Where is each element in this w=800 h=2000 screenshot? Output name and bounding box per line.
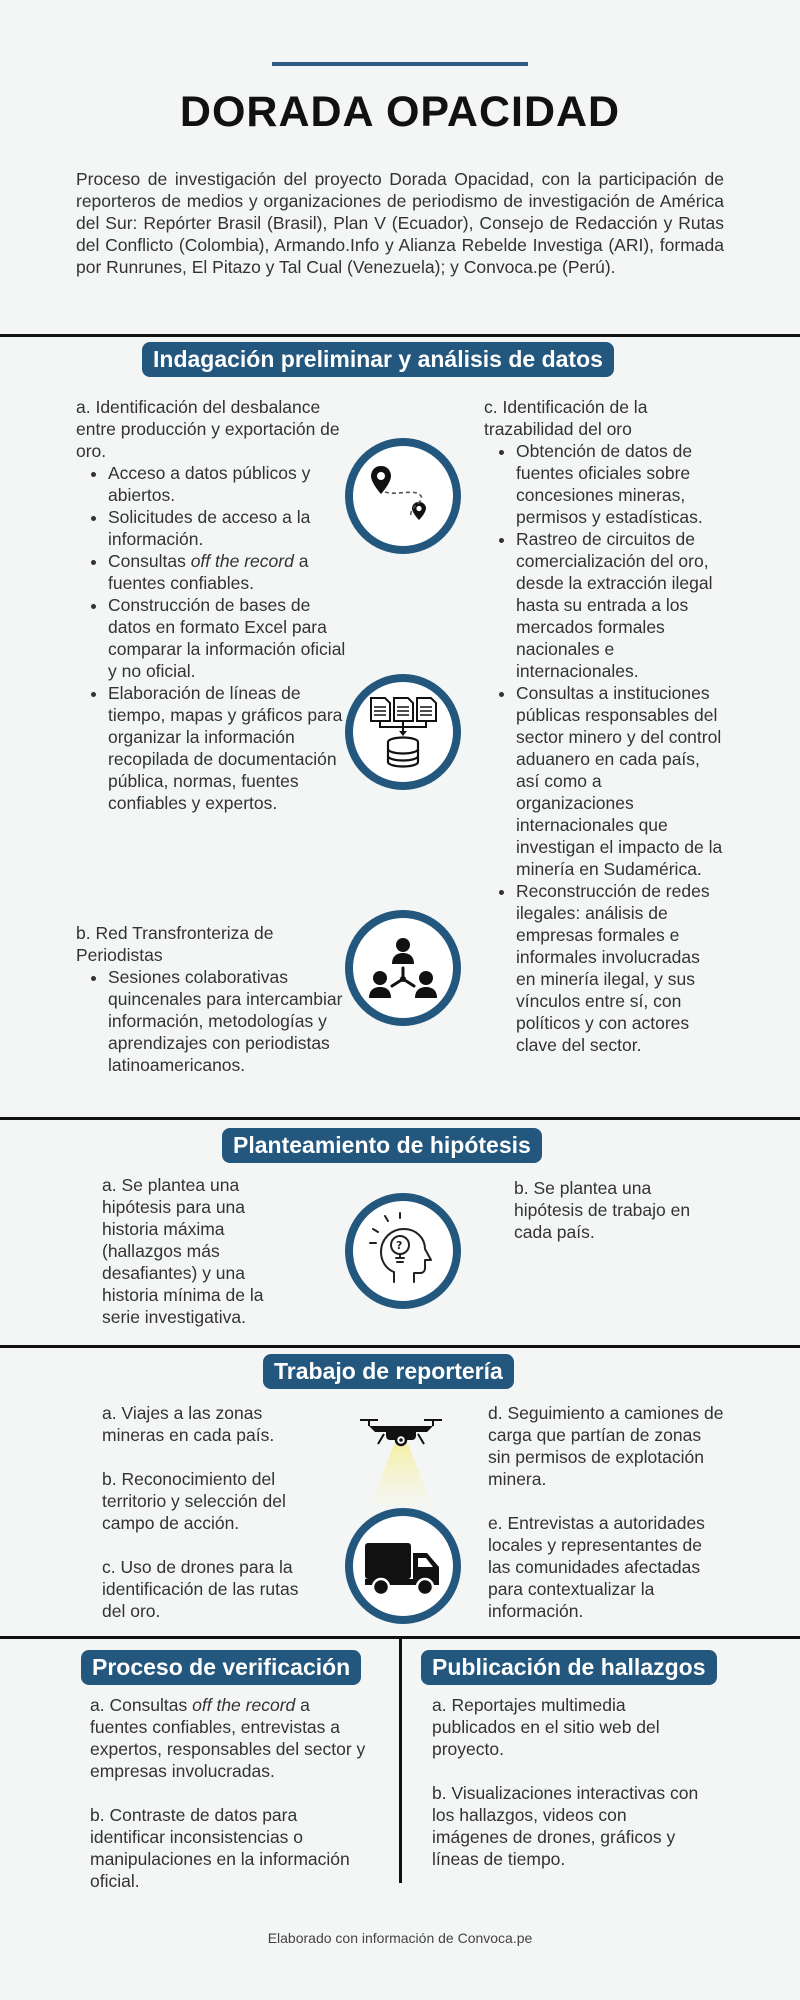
item-b-list (76, 966, 358, 1076)
item-c-title: c. Identificación de la trazabilidad del oro (484, 397, 648, 439)
item-b-title: b. Red Transfronteriza de Periodistas (76, 923, 274, 965)
section-heading-reporteria: Trabajo de reportería (263, 1354, 514, 1389)
section1-column-c (484, 396, 724, 1056)
list-item: • Consultas a instituciones públicas responsables del sector minero y del control aduanero en cada país, así como a organizaciones internacionales que investigan el impacto de la minería en Sudamérica. (516, 682, 724, 880)
reporteria-a: a. Viajes a las zonas mineras en cada país. (102, 1403, 275, 1445)
section-heading-verificacion: Proceso de verificación (81, 1650, 361, 1685)
publicacion-a: a. Reportajes multimedia publicados en el sitio web del proyecto. (432, 1695, 660, 1759)
intro-paragraph: Proceso de investigación del proyecto Dorada Opacidad, con la participación de reporteros de medios y organizaciones de periodismo de investigación de América del Sur: Repórter Brasil (Brasil), Plan V (Ecuador), Consejo de Redacción y Rutas del Conflicto (Colombia), Armando.Info y Alianza Rebelde Investiga (ARI), formada por Runrunes, El Pitazo y Tal Cual (Venezuela); y Convoca.pe (Perú). (76, 169, 724, 277)
list-item: • Reconstrucción de redes ilegales: análisis de empresas formales e informales involucradas en minería ilegal, y sus vínculos entre sí, con políticos y con actores clave del sector. (516, 880, 724, 1056)
list-item: • Rastreo de circuitos de comercialización del oro, desde la extracción ilegal hasta su entrada a los mercados formales nacionales e internacionales. (516, 528, 724, 682)
section1-column-a (76, 396, 346, 814)
list-item (108, 550, 346, 594)
footer-credit: Elaborado con información de Convoca.pe (267, 1930, 533, 1946)
reporteria-e: e. Entrevistas a autoridades locales y representantes de las comunidades afectadas para contextualizar la información. (488, 1513, 705, 1621)
documents-database-icon (345, 674, 461, 790)
hipotesis-b: b. Se plantea una hipótesis de trabajo en cada país. (514, 1178, 691, 1242)
section-divider (0, 1345, 800, 1348)
reporteria-c: c. Uso de drones para la identificación de las rutas del oro. (102, 1557, 299, 1621)
map-route-icon (345, 438, 461, 554)
publicacion-b: b. Visualizaciones interactivas con los hallazgos, videos con imágenes de drones, gráficos y líneas de tiempo. (432, 1783, 699, 1869)
list-item: • Construcción de bases de datos en formato Excel para comparar la información oficial y no oficial. (108, 594, 346, 682)
page-title: DORADA OPACIDAD (179, 88, 621, 136)
list-item: • Solicitudes de acceso a la información. (108, 506, 346, 550)
item-c-list (484, 440, 724, 1056)
list-item: • Elaboración de líneas de tiempo, mapas y gráficos para organizar la información recopilada de documentación pública, normas, fuentes confiables y expertos. (108, 682, 346, 814)
verificacion-a (90, 1694, 368, 1782)
top-accent-bar (272, 62, 528, 66)
verificacion-a-suffix: a fuentes confiables, entrevistas a expertos, responsables del sector y empresas involucradas. (90, 1695, 366, 1781)
truck-icon (345, 1508, 461, 1624)
drone-icon (356, 1414, 446, 1514)
item-a-list (76, 462, 346, 814)
section-divider (0, 1117, 800, 1120)
svg-text:?: ? (396, 1239, 403, 1252)
section-heading-indagacion: Indagación preliminar y análisis de datos (142, 342, 614, 377)
item-a-title: a. Identificación del desbalance entre producción y exportación de oro. (76, 397, 340, 461)
section-divider (0, 334, 800, 337)
reporteria-d: d. Seguimiento a camiones de carga que partían de zonas sin permisos de explotación minera. (488, 1403, 724, 1489)
network-people-icon (345, 910, 461, 1026)
reporteria-b: b. Reconocimiento del territorio y selección del campo de acción. (102, 1469, 286, 1533)
section-heading-hipotesis: Planteamiento de hipótesis (222, 1128, 542, 1163)
verificacion-a-prefix: a. Consultas (90, 1695, 193, 1715)
emphasis-text: off the record (190, 551, 294, 571)
section1-column-b (76, 922, 358, 1076)
emphasis-text: off the record (192, 1695, 296, 1715)
list-item: • Acceso a datos públicos y abiertos. (108, 462, 346, 506)
column-divider (399, 1639, 402, 1883)
list-item-suffix: a fuentes confiables. (108, 551, 309, 593)
section-heading-publicacion: Publicación de hallazgos (421, 1650, 717, 1685)
verificacion-b: b. Contraste de datos para identificar inconsistencias o manipulaciones en la información oficial. (90, 1805, 350, 1891)
list-item: • Sesiones colaborativas quincenales para intercambiar información, metodologías y aprendizajes con periodistas latinoamericanos. (108, 966, 358, 1076)
idea-head-icon (345, 1193, 461, 1309)
list-item-prefix: Consultas (108, 551, 191, 571)
list-item: • Obtención de datos de fuentes oficiales sobre concesiones mineras, permisos y estadísticas. (516, 440, 724, 528)
hipotesis-a: a. Se plantea una hipótesis para una historia máxima (hallazgos más desafiantes) y una historia mínima de la serie investigativa. (102, 1175, 264, 1327)
